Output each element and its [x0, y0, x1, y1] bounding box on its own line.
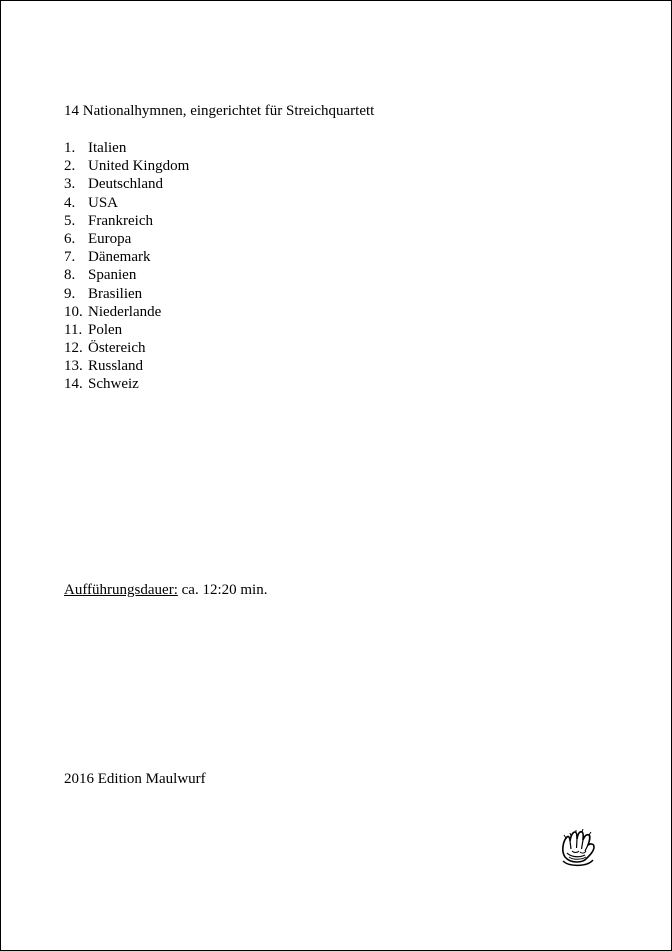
anthem-number: 5. — [64, 212, 76, 229]
anthem-item — [64, 230, 189, 248]
anthem-number: 12. — [64, 340, 83, 357]
anthem-item — [64, 321, 189, 339]
anthem-item — [64, 157, 189, 175]
anthem-number: 7. — [64, 249, 76, 266]
anthem-item — [64, 266, 189, 284]
anthem-item — [64, 175, 189, 193]
anthem-name: Dänemark — [88, 249, 151, 266]
anthem-number: 14. — [64, 376, 83, 393]
anthem-number: 1. — [64, 140, 76, 156]
anthem-item — [64, 357, 189, 375]
anthem-name: Europa — [88, 230, 132, 247]
anthem-item — [64, 248, 189, 266]
anthem-name: Russland — [88, 358, 144, 375]
anthem-number: 10. — [64, 303, 83, 320]
anthem-number: 2. — [64, 158, 76, 175]
performance-duration — [64, 581, 267, 599]
anthem-name: Deutschland — [88, 176, 163, 193]
mole-hands-icon — [557, 827, 601, 871]
duration-label: Aufführungsdauer: — [64, 582, 178, 598]
anthem-item — [64, 139, 189, 157]
anthem-name: Spanien — [88, 267, 137, 284]
anthem-name: Niederlande — [88, 303, 162, 320]
anthem-number: 4. — [64, 194, 76, 211]
anthem-name: USA — [88, 194, 119, 211]
anthem-name: United Kingdom — [88, 158, 190, 175]
anthem-number: 8. — [64, 267, 76, 284]
anthem-name: Frankreich — [88, 212, 153, 229]
anthem-number: 13. — [64, 358, 83, 375]
duration-value: ca. 12:20 min. — [181, 582, 268, 598]
anthem-item — [64, 375, 189, 393]
anthem-name: Brasilien — [88, 285, 143, 302]
publisher-line: 2016 Edition Maulwurf — [64, 771, 206, 787]
anthem-item — [64, 303, 189, 321]
anthem-list — [64, 139, 189, 394]
anthem-name: Östereich — [88, 340, 146, 357]
anthem-name: Polen — [88, 321, 123, 338]
anthem-item — [64, 194, 189, 212]
anthem-number: 6. — [64, 230, 76, 247]
anthem-name: Italien — [88, 140, 127, 156]
anthem-name: Schweiz — [88, 376, 139, 393]
anthem-item — [64, 285, 189, 303]
anthem-item — [64, 212, 189, 230]
document-title: 14 Nationalhymnen, eingerichtet für Streichquartett — [64, 103, 375, 119]
anthem-number: 3. — [64, 176, 76, 193]
anthem-number: 9. — [64, 285, 76, 302]
anthem-number: 11. — [64, 321, 83, 338]
anthem-item — [64, 339, 189, 357]
